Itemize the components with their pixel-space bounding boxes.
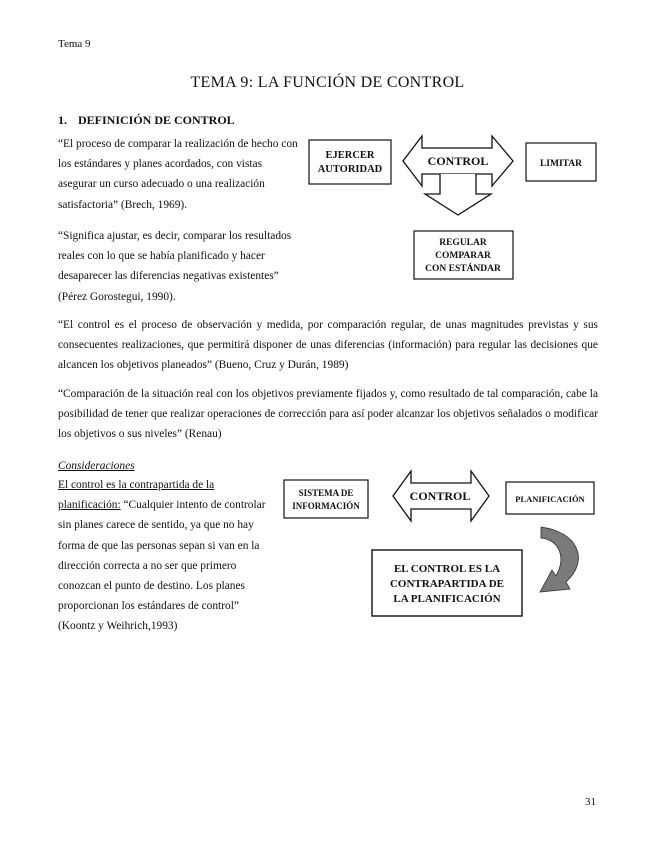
considerations-lead: El control es la contrapartida de la planificación: bbox=[58, 479, 215, 512]
d1-left-box bbox=[309, 140, 391, 184]
d2-curved-arrow bbox=[540, 527, 578, 592]
quote-bueno-cruz-duran: “El control es el proceso de observación y medida, por comparación regular, de unas magnitudes previstas y sus consecuentes realizaciones, que permitirá disponer de unas diferencias (información) para regular las decisiones que alcancen los objetivos planeados” (Bueno, Cruz y Durán, 1989) bbox=[58, 319, 598, 372]
section-number: 1. bbox=[58, 113, 67, 127]
d2-left-line1: SISTEMA DE bbox=[298, 488, 354, 498]
d2-bottom-line2: CONTRAPARTIDA DE bbox=[389, 578, 505, 590]
considerations-heading: Consideraciones bbox=[58, 460, 135, 472]
d2-left-box bbox=[284, 480, 368, 518]
d1-bottom-line3: CON ESTÁNDAR bbox=[425, 264, 501, 274]
running-header: Tema 9 bbox=[58, 38, 91, 50]
d1-down-arrow bbox=[425, 174, 491, 215]
d2-bottom-line1: EL CONTROL ES LA bbox=[393, 563, 501, 575]
d2-bottom-line3: LA PLANIFICACIÓN bbox=[393, 593, 501, 605]
considerations-text: “Cualquier intento de controlar sin planes carece de sentido, ya que no hay forma de que las personas sepan si van en la dirección correcta a no ser que primero conozcan el punto de destino. Los planes proporcionan los estándares de control” (Koontz y Weihrich,1993) bbox=[58, 499, 266, 633]
page-title: TEMA 9: LA FUNCIÓN DE CONTROL bbox=[190, 74, 465, 91]
section-title: DEFINICIÓN DE CONTROL bbox=[78, 113, 235, 127]
page-number: 31 bbox=[585, 796, 596, 808]
d2-left-line2: INFORMACIÓN bbox=[292, 501, 360, 511]
quote-brech: “El proceso de comparar la realización de hecho con los estándares y planes acordados, con vistas asegurar un curso adecuado o una realización satisfactoria” (Brech, 1969). bbox=[58, 138, 298, 211]
d1-right-label: LIMITAR bbox=[539, 159, 583, 169]
d1-bottom-line1: REGULAR bbox=[439, 238, 487, 248]
quote-renau: “Comparación de la situación real con los objetivos previamente fijados y, como resultado de tal comparación, cabe la posibilidad de tener que realizar operaciones de corrección para así poder alcanzar los objetivos señalados o modificar los objetivos o sus niveles” (Renau) bbox=[58, 388, 598, 441]
d2-right-label: PLANIFICACIÓN bbox=[515, 494, 585, 504]
d1-left-line2: AUTORIDAD bbox=[317, 164, 383, 175]
d1-left-line1: EJERCER bbox=[325, 150, 375, 161]
d2-center-label: CONTROL bbox=[409, 489, 471, 503]
quote-perez-gorostegui: “Significa ajustar, es decir, comparar los resultados reales con lo que se había planificado y hacer desaparecer las diferencias negativas existentes” (Pérez Gorostegui, 1990). bbox=[58, 230, 292, 303]
d1-bottom-line2: COMPARAR bbox=[435, 251, 491, 261]
d1-center-label: CONTROL bbox=[427, 154, 489, 168]
